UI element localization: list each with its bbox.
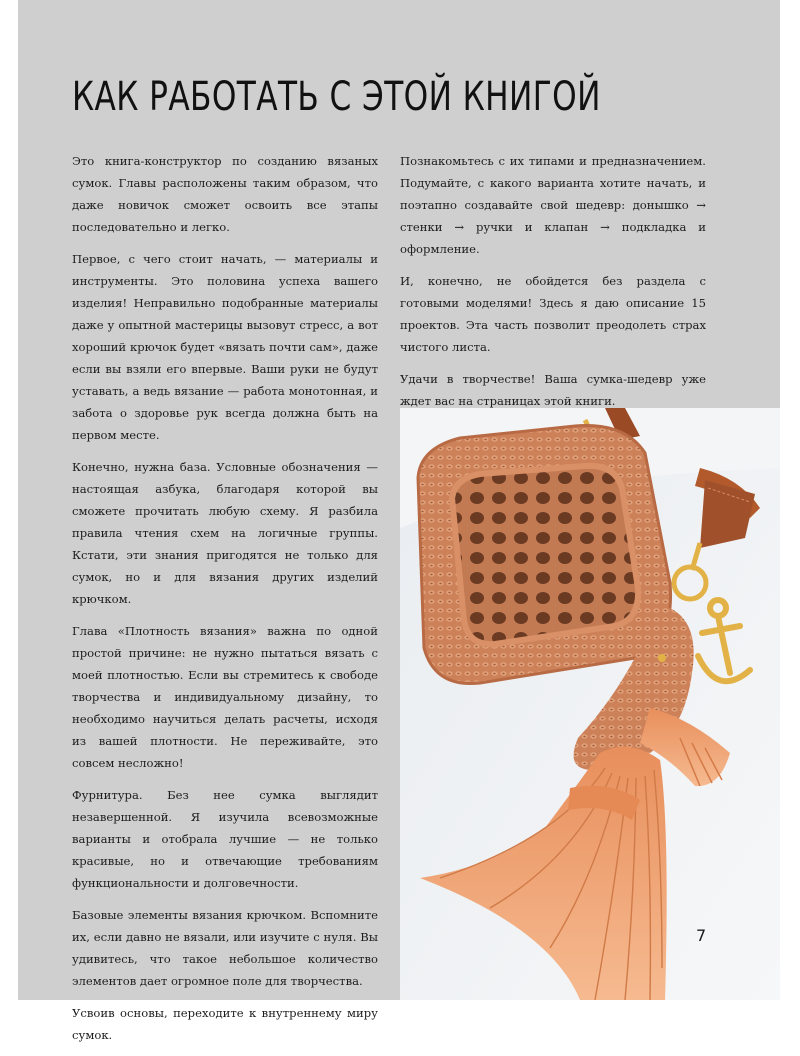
paragraph-next: Усвоив основы, переходите к внутреннему миру сумок. xyxy=(72,1006,378,1042)
paragraph-intro: Это книга-конструктор по созданию вязаных сумок. Главы расположены таким образом, что даже новичок сможет освоить все этапы последовательно и легко. xyxy=(72,154,378,234)
paragraph-good-luck: Удачи в творчестве! Ваша сумка-шедевр уже ждет вас на страницах этой книги. xyxy=(400,372,706,408)
crochet-clutch-icon xyxy=(418,426,671,684)
right-text-column xyxy=(400,150,706,422)
page-number: 7 xyxy=(696,926,707,945)
page-title: КАК РАБОТАТЬ С ЭТОЙ КНИГОЙ xyxy=(72,74,601,120)
paragraph-stitches: Базовые элементы вязания крючком. Вспомните их, если давно не вязали, или изучите с нуля. Вы удивитесь, что такое небольшое количество элементов дает огромное поле для творчества. xyxy=(72,908,378,988)
crochet-bag-illustration xyxy=(400,408,780,1000)
paragraph-hardware: Фурнитура. Без нее сумка выглядит незавершенной. Я изучила всевозможные варианты и отобрала лучшие — не только красивые, но и отвечающие требованиям функциональности и долговечности. xyxy=(72,788,378,890)
paragraph-projects: И, конечно, не обойдется без раздела с готовыми моделями! Здесь я даю описание 15 проектов. Эта часть позволит преодолеть страх чистого листа. xyxy=(400,274,706,354)
paragraph-bag-types: Познакомьтесь с их типами и предназначением. Подумайте, с какого варианта хотите начать, и поэтапно создавайте свой шедевр: донышко → стенки → ручки и клапан → подкладка и оформление. xyxy=(400,154,706,256)
paragraph-materials: Первое, с чего стоит начать, — материалы и инструменты. Это половина успеха вашего изделия! Неправильно подобранные материалы даже у опытной мастерицы вызовут стресс, а вот хороший крючок будет «вязать почти сам», даже если вы взяли его впервые. Ваши руки не будут уставать, а ведь вязание — работа монотонная, и забота о здоровье рук всегда должна быть на первом месте. xyxy=(72,252,378,442)
paragraph-basics: Конечно, нужна база. Условные обозначения — настоящая азбука, благодаря которой вы сможете прочитать любую схему. Я разбила правила чтения схем на логичные группы. Кстати, эти знания пригодятся не только для сумок, но и для вязания других изделий крючком. xyxy=(72,460,378,606)
left-text-column xyxy=(72,150,378,1056)
paragraph-gauge: Глава «Плотность вязания» важна по одной простой причине: не нужно пытаться вязать с моей плотностью. Если вы стремитесь к свободе творчества и индивидуальному дизайну, то необходимо научиться делать расчеты, исходя из вашей плотности. Не переживайте, это совсем несложно! xyxy=(72,624,378,770)
product-photo xyxy=(400,408,780,1000)
